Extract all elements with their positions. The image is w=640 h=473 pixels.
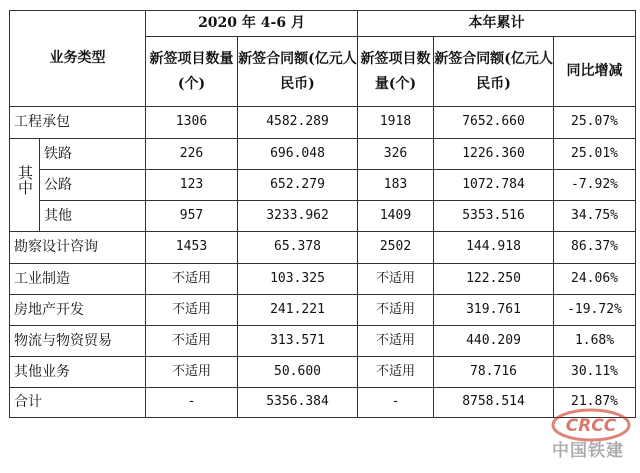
cell-q2-amount: 50.600 xyxy=(238,357,358,388)
cell-yoy: 21.87% xyxy=(554,388,636,418)
row-label: 其他业务 xyxy=(10,357,146,388)
period-ytd-header: 本年累计 xyxy=(358,11,636,37)
table-row xyxy=(10,201,636,232)
cell-ytd-count: 不适用 xyxy=(358,326,434,357)
qizhong-label xyxy=(10,139,40,232)
cell-ytd-amount: 440.209 xyxy=(434,326,554,357)
cell-ytd-count: 不适用 xyxy=(358,295,434,326)
cell-q2-count: 957 xyxy=(146,201,238,232)
cell-yoy: 1.68% xyxy=(554,326,636,357)
table-row xyxy=(10,107,636,139)
cell-q2-amount: 103.325 xyxy=(238,264,358,295)
ytd-yoy-header: 同比增减 xyxy=(554,37,636,107)
cell-ytd-count: 2502 xyxy=(358,232,434,264)
cell-q2-count: 不适用 xyxy=(146,264,238,295)
ytd-count-header: 新签项目数量(个) xyxy=(358,37,434,107)
contracts-table xyxy=(9,10,636,418)
table-row xyxy=(10,264,636,295)
cell-yoy: 30.11% xyxy=(554,357,636,388)
cell-q2-amount: 652.279 xyxy=(238,170,358,201)
period-q2-header: 2020 年 4-6 月 xyxy=(146,11,358,37)
cell-q2-count: 1453 xyxy=(146,232,238,264)
cell-q2-amount: 5356.384 xyxy=(238,388,358,418)
cell-yoy: 86.37% xyxy=(554,232,636,264)
table-row xyxy=(10,232,636,264)
cell-q2-amount: 696.048 xyxy=(238,139,358,170)
table-row xyxy=(10,295,636,326)
cell-ytd-count: 不适用 xyxy=(358,357,434,388)
watermark-text: 中国铁建 xyxy=(552,441,624,461)
q2-count-header: 新签项目数量(个) xyxy=(146,37,238,107)
cell-yoy: -7.92% xyxy=(554,170,636,201)
cell-ytd-amount: 144.918 xyxy=(434,232,554,264)
cell-ytd-amount: 8758.514 xyxy=(434,388,554,418)
qizhong-text: 其中 xyxy=(16,165,34,195)
q2-amount-header: 新签合同额(亿元人民币) xyxy=(238,37,358,107)
cell-ytd-amount: 1226.360 xyxy=(434,139,554,170)
cell-ytd-count: 326 xyxy=(358,139,434,170)
cell-ytd-amount: 122.250 xyxy=(434,264,554,295)
row-label: 公路 xyxy=(40,170,146,201)
cell-q2-count: 1306 xyxy=(146,107,238,139)
cell-q2-count: 123 xyxy=(146,170,238,201)
cell-q2-count: 不适用 xyxy=(146,357,238,388)
table-row xyxy=(10,388,636,418)
cell-q2-count: 226 xyxy=(146,139,238,170)
cell-q2-amount: 241.221 xyxy=(238,295,358,326)
cell-q2-count: 不适用 xyxy=(146,295,238,326)
table-row xyxy=(10,326,636,357)
cell-ytd-count: 183 xyxy=(358,170,434,201)
cell-yoy: 25.01% xyxy=(554,139,636,170)
cell-q2-amount: 65.378 xyxy=(238,232,358,264)
cell-ytd-amount: 319.761 xyxy=(434,295,554,326)
cell-ytd-amount: 1072.784 xyxy=(434,170,554,201)
business-type-header: 业务类型 xyxy=(10,11,146,107)
cell-yoy: -19.72% xyxy=(554,295,636,326)
cell-ytd-count: - xyxy=(358,388,434,418)
row-label: 合计 xyxy=(10,388,146,418)
row-label: 勘察设计咨询 xyxy=(10,232,146,264)
table-row xyxy=(10,170,636,201)
cell-ytd-count: 1918 xyxy=(358,107,434,139)
cell-ytd-amount: 78.716 xyxy=(434,357,554,388)
cell-q2-amount: 3233.962 xyxy=(238,201,358,232)
row-label: 房地产开发 xyxy=(10,295,146,326)
row-label: 其他 xyxy=(40,201,146,232)
row-label: 铁路 xyxy=(40,139,146,170)
row-label: 工业制造 xyxy=(10,264,146,295)
cell-yoy: 25.07% xyxy=(554,107,636,139)
cell-ytd-amount: 7652.660 xyxy=(434,107,554,139)
svg-text:CRCC: CRCC xyxy=(565,416,617,436)
table-row xyxy=(10,357,636,388)
cell-q2-amount: 4582.289 xyxy=(238,107,358,139)
cell-yoy: 34.75% xyxy=(554,201,636,232)
cell-q2-count: 不适用 xyxy=(146,326,238,357)
table-row xyxy=(10,139,636,170)
cell-yoy: 24.06% xyxy=(554,264,636,295)
row-label: 物流与物资贸易 xyxy=(10,326,146,357)
cell-ytd-count: 不适用 xyxy=(358,264,434,295)
cell-ytd-count: 1409 xyxy=(358,201,434,232)
row-label: 工程承包 xyxy=(10,107,146,139)
cell-q2-count: - xyxy=(146,388,238,418)
cell-ytd-amount: 5353.516 xyxy=(434,201,554,232)
ytd-amount-header: 新签合同额(亿元人民币) xyxy=(434,37,554,107)
cell-q2-amount: 313.571 xyxy=(238,326,358,357)
